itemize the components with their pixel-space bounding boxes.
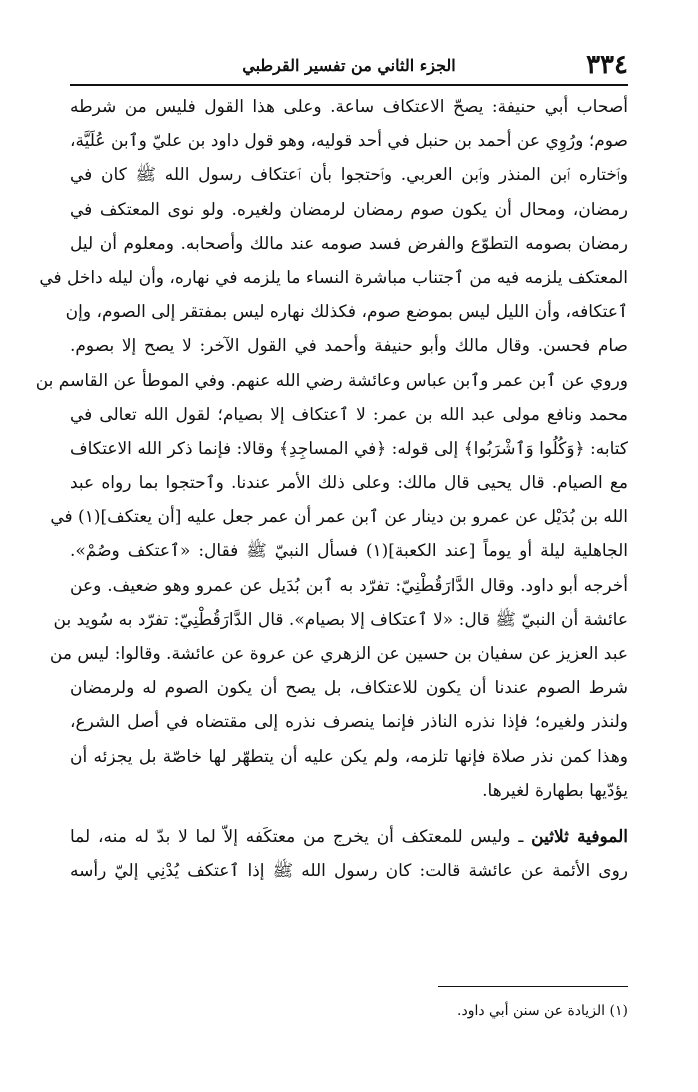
page-number: ٣٣٤ bbox=[586, 50, 628, 80]
paragraph-gap bbox=[70, 808, 628, 820]
text-line: الله بن بُدَيْل عن عمرو بن دينار عن ٱبن عمر أن عمر جعل عليه [أن يعتكف](١) في bbox=[50, 507, 628, 528]
text-line: ٱعتكافه، وأن الليل ليس بموضع صوم، فكذلك نهاره ليس بمفتقر إلى الصوم، وإن bbox=[65, 302, 628, 323]
text-line: صام فحسن. وقال مالك وأبو حنيفة وأحمد في القول الآخر: لا يصح إلا بصوم. bbox=[70, 336, 628, 357]
text-line: محمد ونافع مولى عبد الله بن عمر: لا ٱعتكاف إلا بصيام؛ لقول الله تعالى في bbox=[70, 404, 628, 425]
text-line: كتابه: ﴿وَكُلُوا وَٱشْرَبُوا﴾ إلى قوله: ﴿في المساجِدِ﴾ وقالا: فإنما ذكر الله الاعتكاف bbox=[70, 438, 628, 459]
text-line: أصحاب أبي حنيفة: يصحّ الاعتكاف ساعة. وعلى هذا القول فليس من شرطه bbox=[70, 97, 628, 117]
text-line: صوم؛ ورُوِي عن أحمد بن حنبل في أحد قوليه، وهو قول داود بن عليّ وٱبن عُلَيَّة، bbox=[70, 131, 628, 152]
text-line: يؤدّيها بطهارة لغيرها. bbox=[482, 780, 628, 801]
paragraph-1 bbox=[35, 90, 628, 808]
text-line: شرط الصوم عندنا أن يكون للاعتكاف، بل يصح أن يكون الصوم له ولرمضان bbox=[70, 678, 628, 699]
text-line: مع الصيام. قال يحيى قال مالك: وعلى ذلك الأمر عندنا. وٱحتجوا بما رواه عبد bbox=[70, 473, 628, 494]
text-line: الجاهلية ليلة أو يوماً [عند الكعبة](١) فسأل النبيّ ﷺ فقال: «ٱعتكف وصُمْ». bbox=[70, 541, 628, 562]
text-line: أخرجه أبو داود. وقال الدَّارَقُطْنِيّ: تفرّد به ٱبن بُدَيل عن عمرو وهو ضعيف. وعن bbox=[70, 575, 628, 596]
text-line-rest: ـ وليس للمعتكف أن يخرج من معتكَفه إلاّ لما لا بدّ له منه، لما bbox=[70, 826, 532, 847]
text-line: المعتكف يلزمه فيه من ٱجتناب مباشرة النساء ما يلزمه في نهاره، وأن ليله داخل في bbox=[39, 267, 628, 288]
page-header bbox=[70, 48, 628, 86]
text-line: وٱختاره ٱبن المنذر وٱبن العربي. وٱحتجوا بأن ٱعتكاف رسول الله ﷺ كان في bbox=[70, 165, 628, 186]
text-line: روى الأئمة عن عائشة قالت: كان رسول الله ﷺ إذا ٱعتكف يُدْنِي إليّ رأسه bbox=[70, 861, 628, 882]
body-text bbox=[35, 90, 629, 888]
section-lead: الموفية ثلاثين bbox=[531, 826, 629, 847]
text-line: ولنذر ولغيره؛ فإذا نذره الناذر فإنما ينصرف نذره إلى مقتضاه في أصل الشرع، bbox=[70, 712, 628, 733]
text-line: عبد العزيز عن سفيان بن حسين عن الزهري عن عروة عن عائشة. وقالوا: ليس من bbox=[49, 644, 628, 664]
text-line: وهذا كمن نذر صلاة فإنها تلزمه، ولم يكن عليه أن يتطهّر لها خاصّة بل يجزئه أن bbox=[70, 746, 628, 767]
running-title: الجزء الثاني من تفسير القرطبي bbox=[242, 56, 456, 75]
text-line-with-lead bbox=[70, 820, 628, 854]
text-line: وروي عن ٱبن عمر وٱبن عباس وعائشة رضي الله عنهم. وفي الموطأ عن القاسم بن bbox=[35, 370, 628, 391]
text-line: رمضان، ومحال أن يكون صوم رمضان لرمضان ولغيره. ولو نوى المعتكف في bbox=[70, 199, 628, 220]
text-line: رمضان بصومه التطوّع والفرض فسد صومه عند مالك وأصحابه. ومعلوم أن ليل bbox=[70, 233, 628, 254]
text-line: عائشة أن النبيّ ﷺ قال: «لا ٱعتكاف إلا بصيام». قال الدَّارَقُطْنِيّ: تفرّد به سُويد بن bbox=[53, 609, 628, 630]
footnote: (١) الزيادة عن سنن أبي داود. bbox=[457, 1003, 628, 1019]
footnote-divider bbox=[438, 986, 628, 987]
paragraph-2 bbox=[70, 820, 628, 888]
